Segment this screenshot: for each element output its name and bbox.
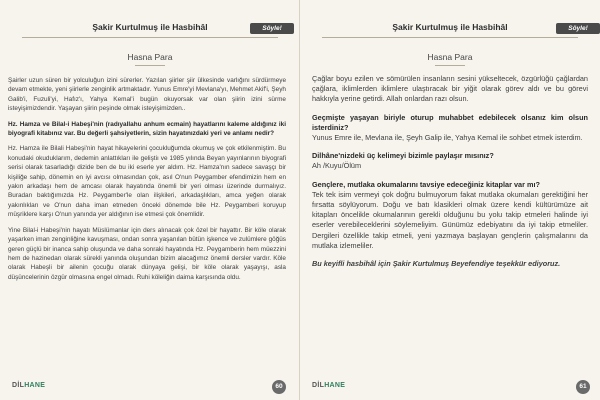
- closing-note: Bu keyifli hasbihâl için Şakir Kurtulmuş Beyefendiye teşekkür ediyoruz.: [312, 259, 561, 269]
- header-title: Şakir Kurtulmuş ile Hasbihâl: [92, 22, 208, 32]
- page-number: 60: [272, 380, 286, 394]
- subtitle-rule: [435, 65, 465, 66]
- logo-part-a: DİL: [12, 382, 25, 389]
- section-badge: Söyle!: [556, 23, 600, 34]
- subtitle-rule: [135, 65, 165, 66]
- header-title: Şakir Kurtulmuş ile Hasbihâl: [392, 22, 508, 32]
- author-name: Hasna Para: [427, 52, 473, 62]
- paragraph: Hz. Hamza ile Bilali Habeşi'nin hayat hikayelerini çocukluğumda okumuş ve çok etkilenmiştim. Bu konudaki okuduklarım, dedemin anlattıkları ile geliştiı ve 1985 yılında Beyan yayınlarının biyografi serisi olarak tasarladığı dizide ben de bu iki eserle yer aldım. Hz. Hamza'nın sadece savaşçı bir kişiliğe sahip, dönemin en iyi avcısı olmasından çok, asıl O'nun Peygamber efendimizin hem en yakın arkadaşı hem de amcası olarak hayatında önemli bir yeri olması üzerinde durmalıyız. Buradan baktığımızda Hz. Peygamber'le olan ilişkileri, arkadaşlıkları, amca yeğen olarak yakınlıkları ve O'nun daha iman etmeden önceki dönemde bile Hz. Peygamberi koruyup müşriklere karşı O'nun yanında yer aldığının ise etmesi çok önemlidir.: [8, 145, 286, 219]
- dilhane-logo: [312, 382, 345, 389]
- logo-part-b: HANE: [324, 382, 346, 389]
- section-badge: Söyle!: [250, 23, 294, 34]
- page-number: 61: [576, 380, 590, 394]
- header-rule: [322, 37, 578, 38]
- question: Gençlere, mutlaka okumalarını tavsiye edeceğiniz kitaplar var mı?: [312, 179, 540, 189]
- question: Hz. Hamza ve Bilal-i Habeşi'nin (radıyallahu anhum ecmain) hayatlarını kaleme aldığınız iki biyografi kitabınız var. Bu değerli şahsiyetlerin, sizin hayatınızdaki yeri ve anlamı nedir?: [8, 120, 286, 138]
- dilhane-logo: [12, 382, 45, 389]
- paragraph: Çağlar boyu ezilen ve sömürülen insanların sesini yükseltecek, özgürlüğü çağlardan çağlara, iklimlerden iklimlere ulaştıracak bir yiğit olarak görev aldı ve bu görevi hakkıyla yerine getirdi. Allah onlardan razı olsun.: [312, 74, 588, 104]
- answer: Ah /Kuyu/Ölüm: [312, 161, 362, 171]
- paragraph: Şairler uzun süren bir yolculuğun izini sürerler. Yazılan şiirler şiir ülkesinde varlığını sürdürmeye devam etmekte, yeni şiirlerle zenginlik artmaktadır. Yunus Emre'yi Mevlana'yı, Mehmet Akif'i, Şeyh Galib'i, Fuzuli'yi, Hafız'ı, Yahya Kemal'i bugün okuyorsak var olan şiirin izini sürme isteyişimizdendir. Yaşayan şiirin peşinde olmak isteyişimizden..: [8, 77, 286, 113]
- answer: Yunus Emre ile, Mevlana ile, Şeyh Galip ile, Yahya Kemal ile sohbet etmek isterdim.: [312, 133, 583, 143]
- author-name: Hasna Para: [127, 52, 173, 62]
- page-footer: [300, 380, 600, 396]
- page-header: [0, 14, 299, 40]
- article-body: [312, 74, 588, 277]
- header-rule: [22, 37, 278, 38]
- question: Dilhâne'nizdeki üç kelimeyi bizimle paylaşır mısınız?: [312, 151, 494, 161]
- article-body: [8, 76, 286, 288]
- page-header: [300, 14, 600, 40]
- page-footer: [0, 380, 299, 396]
- logo-part-b: HANE: [24, 382, 46, 389]
- answer: Tek tek isim vermeyi çok doğru bulmuyorum fakat mutlaka okumaları gerektiğini her fırsatta söylüyorum. Doğu ve batı klasikleri olmak üzere kendi kültürümüze ait kitapları öncelikle okumalarının gerekli olduğunu bu yolu takip etmeleri halinde iyi eserler verebileceklerini söylemeliyim. Günümüz edebiyatını da iyi takip etmeliler. Dergileri özellikle takip etmeli, yeni yazmaya başlayan gençlerin çalışmalarını da mutlaka izlemeliler.: [312, 189, 588, 250]
- question: Geçmişte yaşayan biriyle oturup muhabbet edebilecek olsanız kim olsun isterdiniz?: [312, 112, 588, 132]
- paragraph: Yine Bilal-i Habeşi'nin hayatı Müslümanlar için ders alınacak çok özel bir hayattır. Bir köle olarak yaşarken iman zenginliğine kavuşması, ondan sonra yaşanılan bütün işkence ve zulümlere göğüs geren güçlü bir inanca sahip oluşunda ve daha sonraki hayatında Hz. Peygamberin hem müezzini hem de hazinedarı olarak sürekli yanında oluşundan bizim alacağımız önemli dersler vardır. Köle olarak Habeşli bir ailenin çocuğu olarak dünyaya gelişi, bir köle olarak yaşayışı, asla düşüncelerinin özgür olmasına engel olmadı. Ruhi köleliğin daima karşısında oldu.: [8, 226, 286, 281]
- right-page: [300, 0, 600, 400]
- logo-part-a: DİL: [312, 382, 325, 389]
